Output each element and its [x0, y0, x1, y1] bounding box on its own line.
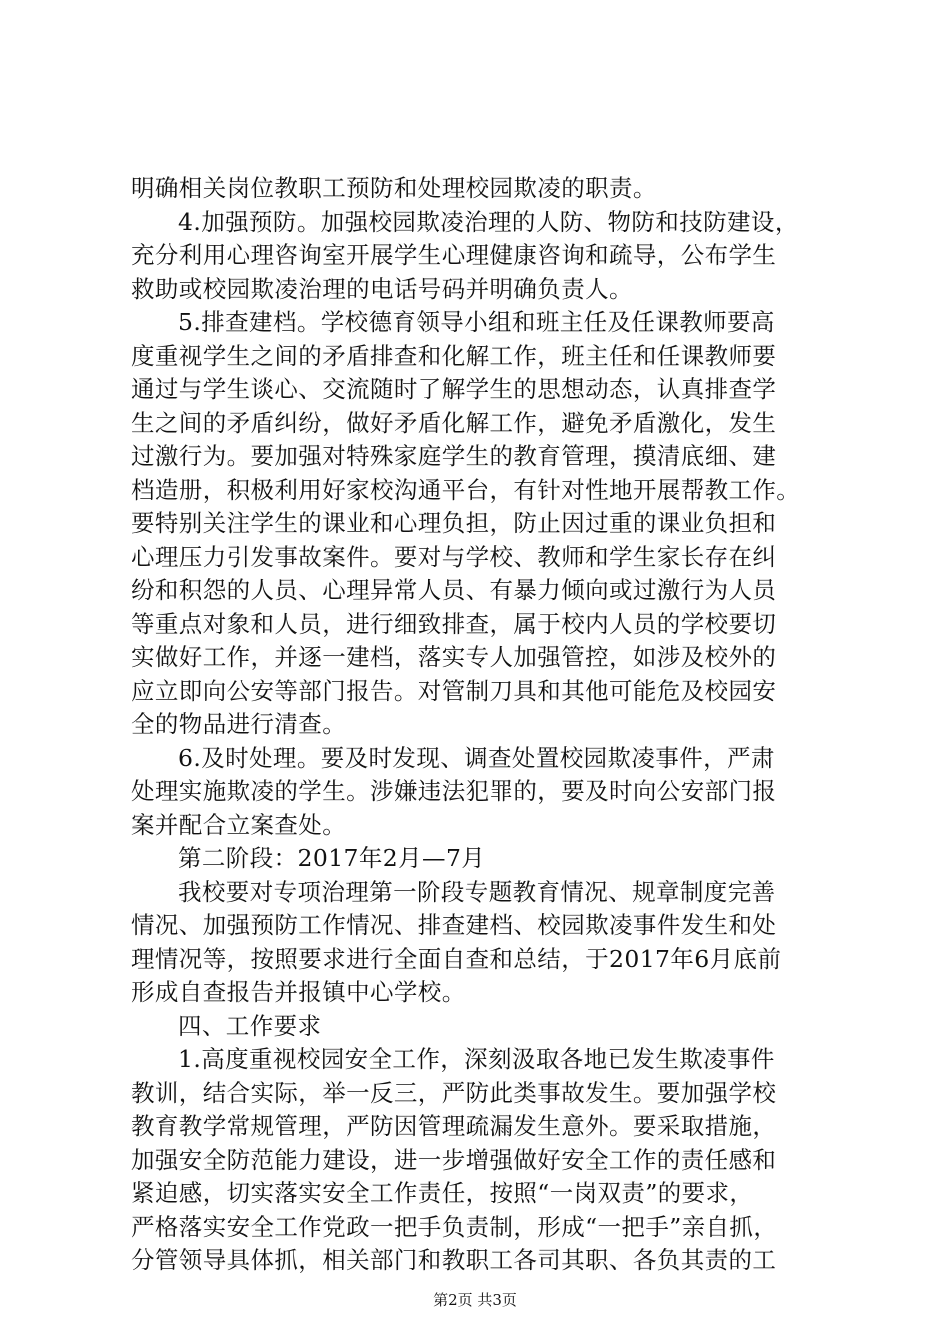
text-line: 应立即向公安等部门报告。对管制刀具和其他可能危及校园安 [131, 676, 777, 705]
text-line: 生之间的矛盾纠纷，做好矛盾化解工作，避免矛盾激化，发生 [131, 408, 777, 437]
text-line: 1.高度重视校园安全工作，深刻汲取各地已发生欺凌事件 [178, 1045, 775, 1073]
text-line: 四、工作要求 [178, 1011, 322, 1040]
text-line: 教训，结合实际，举一反三，严防此类事故发生。要加强学校 [131, 1078, 777, 1107]
text-line: 4.加强预防。加强校园欺凌治理的人防、物防和技防建设， [178, 207, 799, 236]
text-line: 第二阶段：2017年2月—7月 [178, 844, 486, 872]
text-line: 全的物品进行清查。 [131, 710, 347, 738]
text-line: 明确相关岗位教职工预防和处理校园欺凌的职责。 [131, 174, 657, 202]
text-line: 充分利用心理咨询室开展学生心理健康咨询和疏导，公布学生 [131, 241, 777, 269]
text-line: 救助或校园欺凌治理的电话号码并明确负责人。 [131, 274, 633, 303]
text-line: 教育教学常规管理，严防因管理疏漏发生意外。要采取措施， [131, 1112, 777, 1140]
text-line: 度重视学生之间的矛盾排查和化解工作，班主任和任课教师要 [131, 341, 777, 370]
text-line: 情况、加强预防工作情况、排查建档、校园欺凌事件发生和处 [131, 911, 777, 939]
text-line: 通过与学生谈心、交流随时了解学生的思想动态，认真排查学 [131, 375, 777, 403]
text-line: 过激行为。要加强对特殊家庭学生的教育管理，摸清底细、建 [131, 442, 777, 470]
text-line: 分管领导具体抓，相关部门和教职工各司其职、各负其责的工 [131, 1246, 777, 1274]
text-line: 心理压力引发事故案件。要对与学校、教师和学生家长存在纠 [131, 542, 777, 571]
text-line: 5.排查建档。学校德育领导小组和班主任及任课教师要高 [178, 308, 775, 336]
document-body [131, 172, 843, 1278]
text-line: 紧迫感，切实落实安全工作责任，按照“一岗双责”的要求， [131, 1179, 754, 1207]
text-line: 要特别关注学生的课业和心理负担，防止因过重的课业负担和 [131, 509, 777, 537]
text-line: 加强安全防范能力建设，进一步增强做好安全工作的责任感和 [131, 1145, 777, 1174]
text-line: 严格落实安全工作党政一把手负责制，形成“一把手”亲自抓， [131, 1212, 778, 1241]
text-line: 实做好工作，并逐一建档，落实专人加强管控，如涉及校外的 [131, 643, 777, 671]
text-line: 等重点对象和人员，进行细致排查，属于校内人员的学校要切 [131, 609, 777, 638]
text-line: 案并配合立案查处。 [131, 810, 347, 839]
text-line: 理情况等，按照要求进行全面自查和总结，于2017年6月底前 [131, 944, 782, 973]
text-line: 档造册，积极利用好家校沟通平台，有针对性地开展帮教工作。 [131, 475, 801, 504]
text-line: 我校要对专项治理第一阶段专题教育情况、规章制度完善 [178, 877, 776, 906]
text-line: 纷和积怨的人员、心理异常人员、有暴力倾向或过激行为人员 [131, 576, 777, 604]
page-footer: 第2页 共3页 [433, 1291, 517, 1309]
text-line: 形成自查报告并报镇中心学校。 [131, 978, 466, 1006]
text-line: 6.及时处理。要及时发现、调查处置校园欺凌事件，严肃 [178, 743, 775, 772]
text-line: 处理实施欺凌的学生。涉嫌违法犯罪的，要及时向公安部门报 [131, 777, 777, 805]
